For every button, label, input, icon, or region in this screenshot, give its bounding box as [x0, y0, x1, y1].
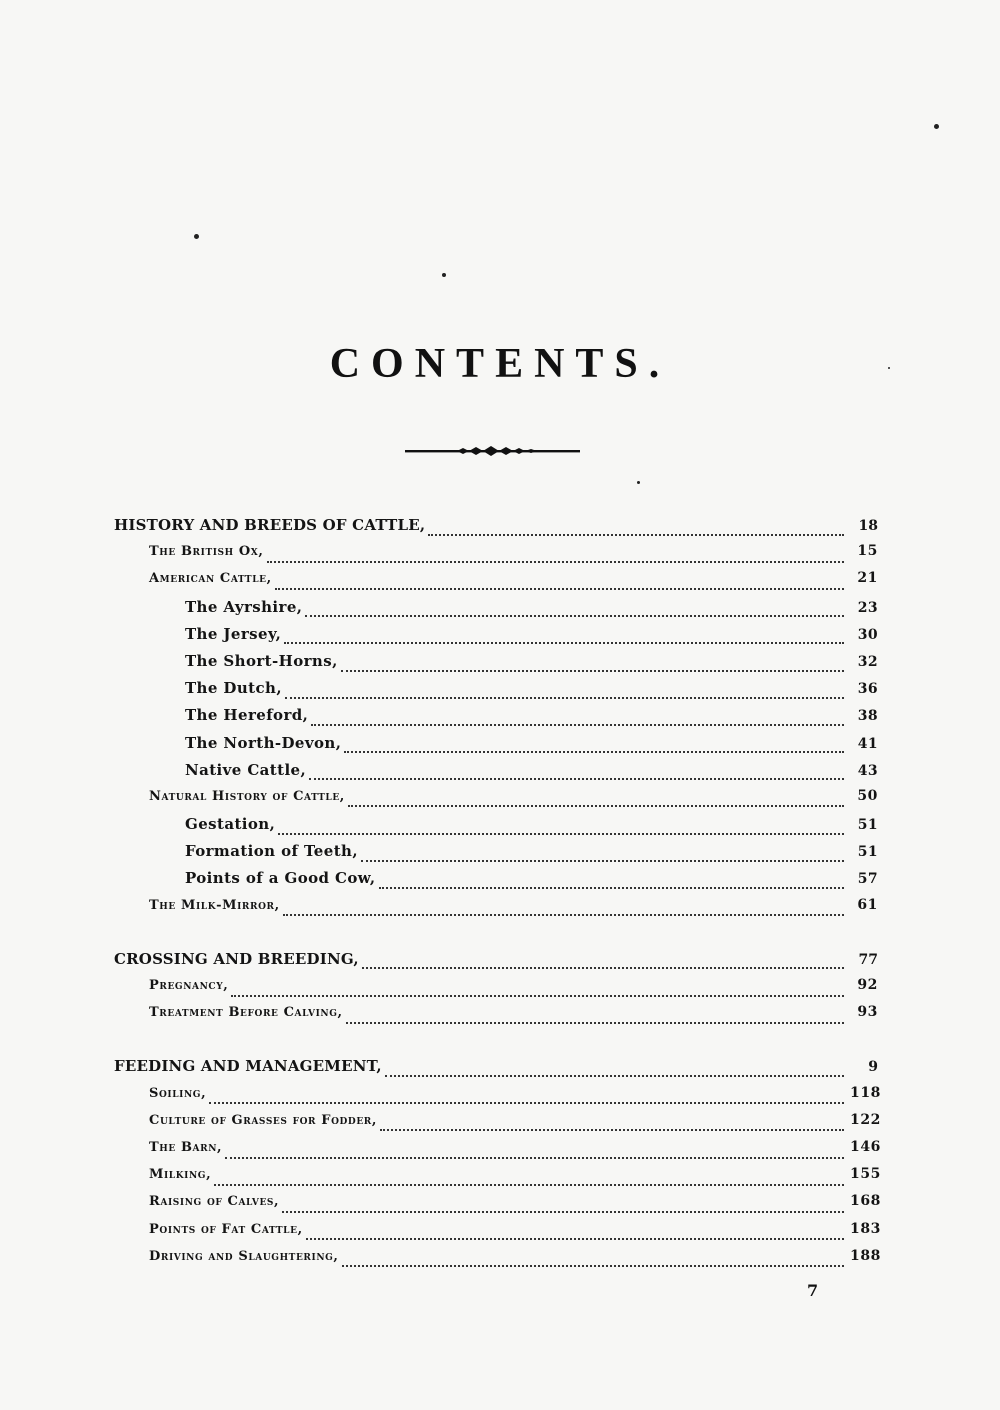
toc-entry-label: Points of Fat Cattle,	[149, 1221, 303, 1237]
dot-leader	[361, 860, 844, 862]
dot-leader	[379, 887, 845, 889]
toc-page-number: 77	[858, 951, 878, 968]
toc-entry-label: Points of a Good Cow,	[185, 869, 376, 888]
dot-leader	[380, 1129, 844, 1131]
toc-subentry	[112, 598, 882, 625]
toc-page-number: 122	[850, 1111, 882, 1128]
toc-page-number: 51	[857, 844, 878, 861]
toc-page-number: 57	[857, 871, 878, 888]
toc-entry-label: The North-Devon,	[185, 733, 342, 752]
toc-page-number: 15	[857, 543, 878, 560]
toc-subentry	[112, 761, 882, 788]
toc-entry	[112, 1193, 882, 1220]
toc-entry	[112, 788, 882, 815]
dot-leader	[283, 914, 844, 916]
dot-leader	[428, 534, 844, 536]
toc-page-number: 38	[857, 708, 878, 725]
ink-speck	[888, 367, 890, 369]
toc-page-number: 183	[850, 1220, 882, 1237]
dot-leader	[385, 1075, 844, 1077]
toc-page-number: 61	[857, 896, 878, 913]
toc-page-number: 23	[857, 599, 878, 616]
dot-leader	[342, 1265, 844, 1267]
ink-speck	[194, 234, 199, 239]
toc-entry-label: Raising of Calves,	[149, 1194, 280, 1210]
toc-entry-label: Soiling,	[149, 1085, 207, 1101]
toc-page-number: 93	[857, 1004, 878, 1021]
dot-leader	[285, 697, 844, 699]
toc-subentry	[112, 869, 882, 896]
dot-leader	[306, 1238, 844, 1240]
toc-page-number: 18	[858, 518, 878, 534]
dot-leader	[341, 670, 844, 672]
dot-leader	[282, 1211, 844, 1213]
ink-speck	[442, 273, 446, 277]
toc-entry-label: The Dutch,	[185, 679, 282, 698]
toc-entry-label: The British Ox,	[149, 544, 264, 560]
toc-entry-label: Pregnancy,	[149, 978, 229, 993]
toc-entry	[112, 1004, 882, 1031]
section-gap	[112, 924, 882, 950]
toc-entry-label: Culture of Grasses for Fodder,	[149, 1112, 377, 1128]
toc-page-number: 36	[857, 681, 878, 698]
toc-entry-label: Gestation,	[185, 815, 276, 834]
dot-leader	[231, 995, 844, 997]
toc-page-number: 92	[857, 977, 878, 993]
dot-leader	[305, 615, 844, 617]
dot-leader	[275, 588, 844, 590]
toc-entry-label: Native Cattle,	[185, 760, 307, 779]
toc-entry	[112, 1139, 882, 1166]
page-number: 7	[807, 1281, 819, 1300]
toc-entry-label: The Milk-Mirror,	[149, 897, 280, 913]
toc-entry	[112, 1112, 882, 1139]
section-gap	[112, 1031, 882, 1057]
toc-entry	[112, 977, 882, 1004]
toc-page-number: 32	[857, 653, 878, 670]
toc-page-number: 21	[857, 570, 878, 587]
dot-leader	[309, 778, 844, 780]
toc-subentry	[112, 706, 882, 733]
toc-entry	[112, 1221, 882, 1248]
toc-page-number: 9	[868, 1059, 878, 1076]
toc-entry-label: Milking,	[149, 1167, 212, 1183]
toc-entry	[112, 543, 882, 570]
toc-subentry	[112, 679, 882, 706]
toc-entry	[112, 897, 882, 924]
toc-entry-label: Driving and Slaughtering,	[149, 1248, 339, 1264]
toc-entry-label: Treatment Before Calving,	[149, 1005, 343, 1021]
toc-entry	[112, 1248, 882, 1275]
toc-entry-label: The Short-Horns,	[185, 651, 338, 670]
dot-leader	[284, 642, 844, 644]
dot-leader	[225, 1157, 844, 1159]
toc-page-number: 155	[850, 1166, 882, 1183]
toc-entry-label: The Hereford,	[185, 706, 309, 725]
toc-entry-label: CROSSING AND BREEDING,	[114, 949, 359, 968]
toc-page-number: 188	[850, 1247, 882, 1264]
toc-entry-label: Formation of Teeth,	[185, 842, 358, 861]
toc-section-heading	[112, 950, 882, 977]
toc-subentry	[112, 652, 882, 679]
toc-subentry	[112, 625, 882, 652]
toc-section-heading	[112, 516, 882, 543]
toc-page-number: 30	[857, 626, 878, 643]
toc-page-number: 118	[850, 1084, 882, 1101]
dot-leader	[267, 561, 844, 563]
dot-leader	[346, 1022, 844, 1024]
toc-entry-label: American Cattle,	[149, 571, 272, 587]
ink-speck	[637, 481, 640, 484]
ink-speck	[934, 124, 939, 129]
dot-leader	[344, 751, 844, 753]
toc-entry-label: Natural History of Cattle,	[149, 788, 345, 804]
dot-leader	[311, 724, 844, 726]
toc-page-number: 41	[857, 735, 878, 752]
toc-page-number: 50	[857, 787, 878, 804]
dot-leader	[348, 805, 844, 807]
dot-leader	[209, 1102, 844, 1104]
toc-entry-label: FEEDING AND MANAGEMENT,	[114, 1057, 382, 1076]
toc-entry-label: The Jersey,	[185, 624, 282, 643]
table-of-contents	[112, 516, 882, 1275]
page-title: CONTENTS.	[329, 341, 671, 387]
toc-page-number: 51	[857, 817, 878, 834]
toc-entry	[112, 1085, 882, 1112]
dot-leader	[278, 833, 844, 835]
dot-leader	[362, 967, 844, 969]
toc-entry-label: HISTORY AND BREEDS OF CATTLE,	[114, 516, 426, 534]
toc-entry	[112, 1166, 882, 1193]
toc-section-heading	[112, 1057, 882, 1084]
toc-subentry	[112, 815, 882, 842]
toc-entry	[112, 570, 882, 597]
toc-entry-label: The Barn,	[149, 1139, 223, 1155]
toc-subentry	[112, 734, 882, 761]
toc-entry-label: The Ayrshire,	[185, 597, 303, 616]
toc-page-number: 168	[850, 1193, 882, 1210]
ornament-rule	[405, 444, 580, 458]
toc-page-number: 146	[850, 1138, 882, 1155]
toc-page-number: 43	[857, 762, 878, 779]
toc-subentry	[112, 842, 882, 869]
dot-leader	[214, 1184, 844, 1186]
